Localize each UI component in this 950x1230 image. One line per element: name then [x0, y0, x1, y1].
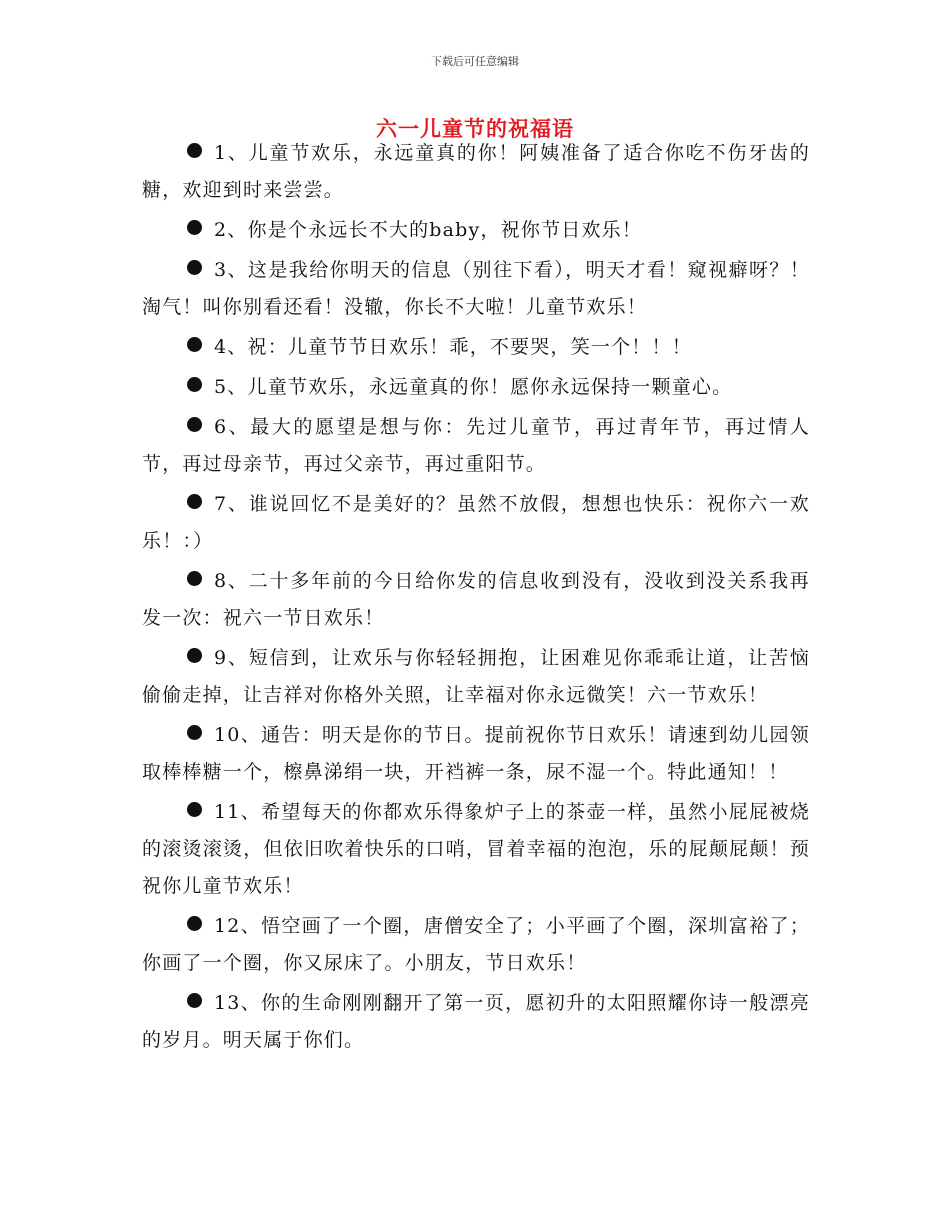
bullet-icon — [187, 337, 202, 352]
list-item-text: 4、祝：儿童节节日欢乐！乖，不要哭，笑一个！！！ — [214, 336, 692, 358]
page-title: 六一儿童节的祝福语 — [376, 117, 574, 141]
bullet-icon — [187, 725, 202, 740]
list-item-text: 2、你是个永远长不大的baby，祝你节日欢乐！ — [214, 219, 643, 241]
header-note: 下载后可任意编辑 — [431, 55, 519, 68]
list-item-text: 5、儿童节欢乐，永远童真的你！愿你永远保持一颗童心。 — [214, 376, 733, 398]
bullet-icon — [187, 648, 202, 663]
list-item-text: 10、通告：明天是你的节日。提前祝你节日欢乐！请速到幼儿园领取棒棒糖一个，檫鼻涕绢一块，开裆裤一条，尿不湿一个。特此通知！！ — [142, 724, 810, 783]
list-item-text: 11、希望每天的你都欢乐得象炉子上的茶壶一样，虽然小屁屁被烧的滚烫滚烫，但依旧吹着快乐的口哨，冒着幸福的泡泡，乐的屁颠屁颠！预祝你儿童节欢乐！ — [142, 801, 810, 897]
list-item — [142, 563, 810, 637]
list-item — [142, 212, 810, 249]
list-item — [142, 369, 810, 406]
bullet-icon — [187, 802, 202, 817]
list-item-text: 12、悟空画了一个圈，唐僧安全了；小平画了个圈，深圳富裕了；你画了一个圈，你又尿床了。小朋友，节日欢乐！ — [142, 915, 810, 974]
bullet-icon — [187, 494, 202, 509]
list-item — [142, 908, 810, 982]
bullet-icon — [187, 417, 202, 432]
bullet-icon — [187, 260, 202, 275]
list-item-text: 3、这是我给你明天的信息（别往下看），明天才看！窥视癖呀？！淘气！叫你别看还看！没辙，你长不大啦！儿童节欢乐！ — [142, 259, 810, 318]
list-item — [142, 135, 810, 209]
list-item-text: 1、儿童节欢乐，永远童真的你！阿姨准备了适合你吃不伤牙齿的糖，欢迎到时来尝尝。 — [142, 142, 810, 201]
list-item — [142, 252, 810, 326]
list-item — [142, 717, 810, 791]
list-item-text: 7、谁说回忆不是美好的？虽然不放假，想想也快乐：祝你六一欢乐！：） — [142, 493, 810, 552]
bullet-icon — [187, 571, 202, 586]
bullet-icon — [187, 916, 202, 931]
list-item-text: 13、你的生命刚刚翻开了第一页，愿初升的太阳照耀你诗一般漂亮的岁月。明天属于你们。 — [142, 992, 810, 1051]
list-item — [142, 640, 810, 714]
bullet-icon — [187, 993, 202, 1008]
document-body — [142, 135, 810, 1062]
bullet-icon — [187, 143, 202, 158]
list-item — [142, 329, 810, 366]
bullet-icon — [187, 220, 202, 235]
bullet-icon — [187, 377, 202, 392]
list-item-text: 6、最大的愿望是想与你：先过儿童节，再过青年节，再过情人节，再过母亲节，再过父亲节，再过重阳节。 — [142, 416, 810, 475]
list-item-text: 9、短信到，让欢乐与你轻轻拥抱，让困难见你乖乖让道，让苦恼偷偷走掉，让吉祥对你格外关照，让幸福对你永远微笑！六一节欢乐！ — [142, 647, 810, 706]
list-item — [142, 985, 810, 1059]
list-item — [142, 794, 810, 905]
list-item — [142, 486, 810, 560]
list-item-text: 8、二十多年前的今日给你发的信息收到没有，没收到没关系我再发一次：祝六一节日欢乐！ — [142, 570, 810, 629]
list-item — [142, 409, 810, 483]
